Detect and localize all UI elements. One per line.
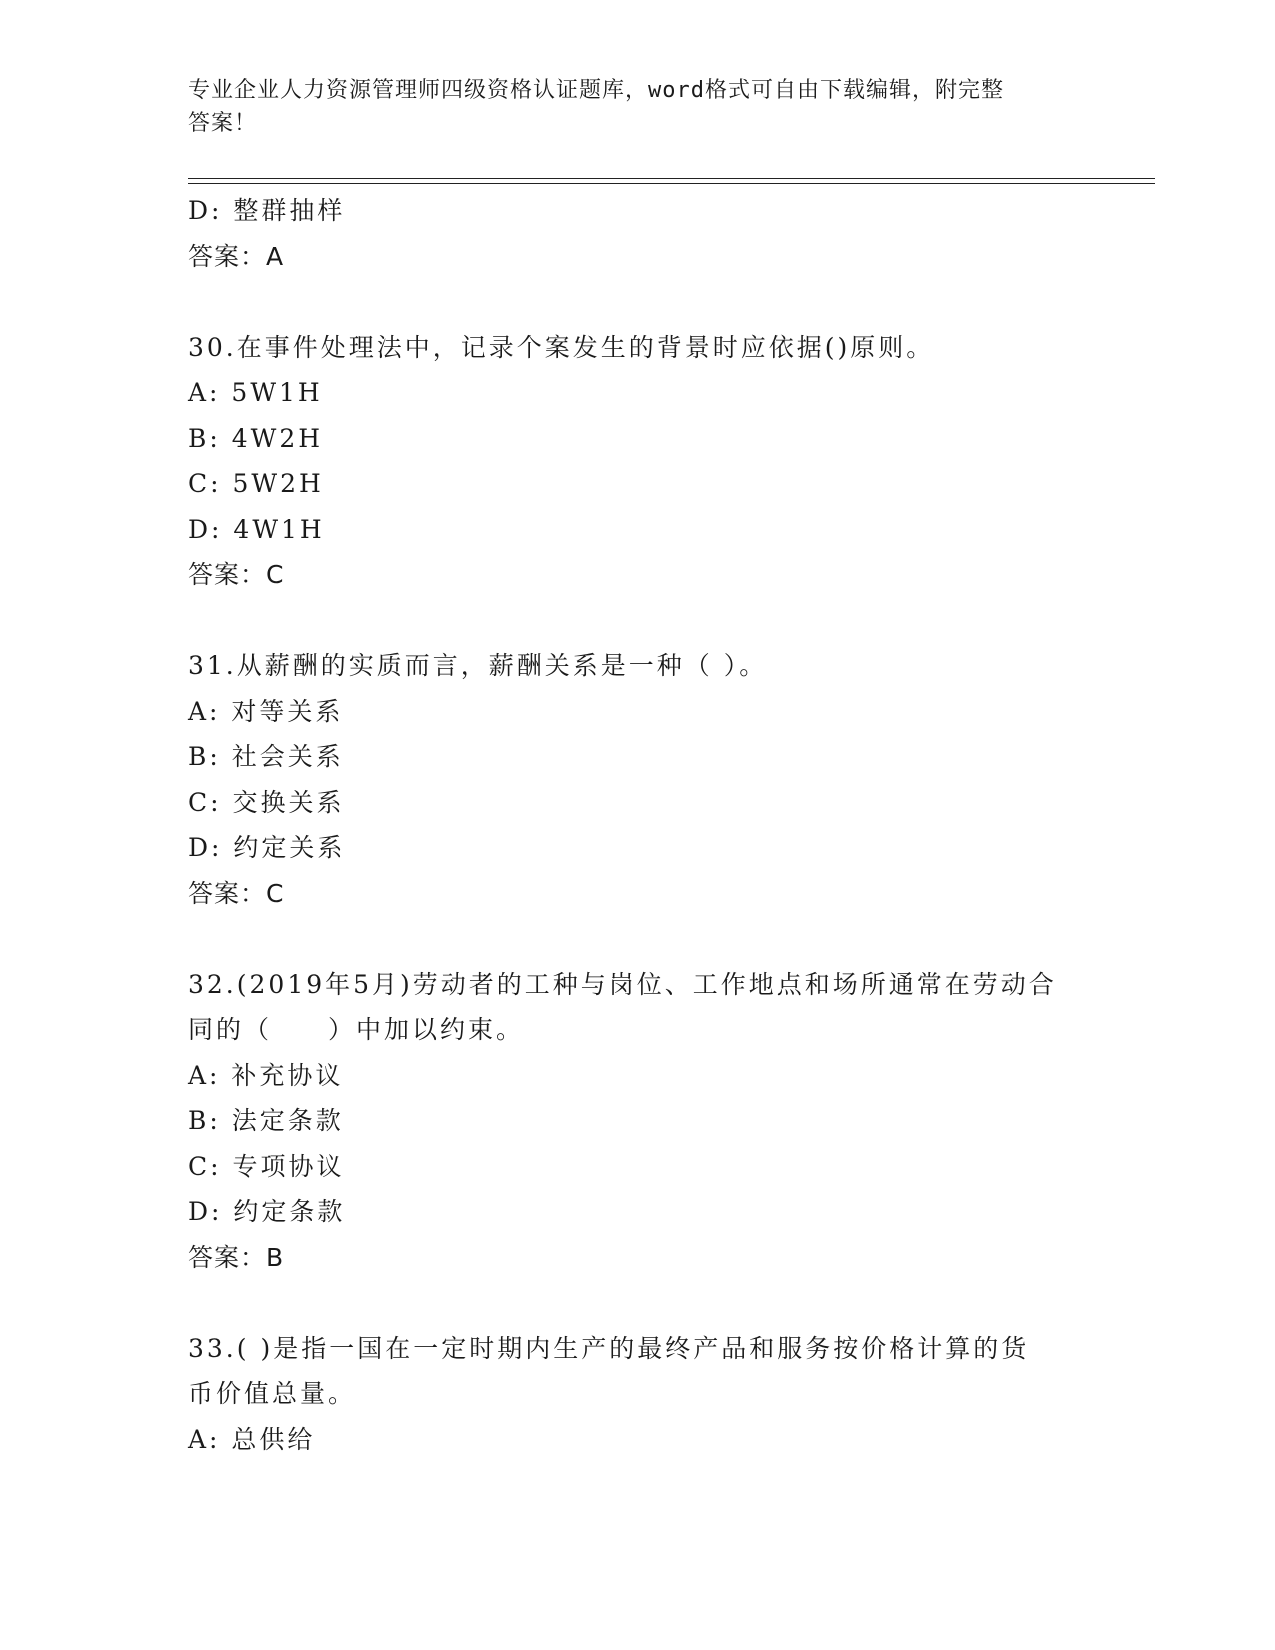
option-a: A: 补充协议 (188, 1060, 344, 1090)
answer: 答案：B (188, 1242, 285, 1272)
question-stem: 31.从薪酬的实质而言，薪酬关系是一种（ ）。 (188, 651, 768, 680)
option-d: D: 约定条款 (188, 1197, 346, 1226)
header-line-2: 答案！ (188, 111, 258, 136)
spacer (188, 916, 1088, 962)
question-32 (188, 962, 1088, 1281)
option-a: A: 5W1H (188, 378, 323, 407)
answer: 答案：A (188, 241, 285, 271)
option-d: D: 整群抽样 (188, 196, 346, 225)
spacer (188, 1280, 1088, 1326)
question-stem-line-1: 33.( )是指一国在一定时期内生产的最终产品和服务按价格计算的货 (188, 1333, 1030, 1363)
option-c: C: 5W2H (188, 469, 324, 498)
spacer (188, 598, 1088, 644)
question-stem-line-2: 同的（ ）中加以约束。 (188, 1015, 525, 1044)
question-stem: 30.在事件处理法中，记录个案发生的背景时应依据()原则。 (188, 332, 935, 362)
question-list (188, 188, 1088, 1462)
option-d: D: 4W1H (188, 514, 325, 544)
option-d: D: 约定关系 (188, 833, 346, 862)
spacer (188, 279, 1088, 325)
question-33 (188, 1326, 1088, 1463)
option-a: A: 总供给 (188, 1424, 316, 1454)
option-b: B: 社会关系 (188, 742, 344, 771)
previous-question-tail (188, 188, 1088, 279)
option-c: C: 交换关系 (188, 787, 345, 817)
question-30 (188, 325, 1088, 598)
header-divider-bottom (188, 183, 1155, 184)
page-header (188, 74, 1088, 140)
option-a: A: 对等关系 (188, 696, 344, 726)
answer: 答案：C (188, 878, 285, 908)
option-c: C: 专项协议 (188, 1151, 345, 1181)
header-divider-top (188, 178, 1155, 179)
option-b: B: 法定条款 (188, 1106, 344, 1135)
option-b: B: 4W2H (188, 423, 324, 453)
header-line-1: 专业企业人力资源管理师四级资格认证题库，word格式可自由下载编辑，附完整 (188, 78, 1004, 103)
question-stem-line-1: 32.(2019年5月)劳动者的工种与岗位、工作地点和场所通常在劳动合 (188, 969, 1057, 999)
question-stem-line-2: 币价值总量。 (188, 1379, 357, 1408)
answer: 答案：C (188, 560, 285, 589)
question-31 (188, 643, 1088, 916)
